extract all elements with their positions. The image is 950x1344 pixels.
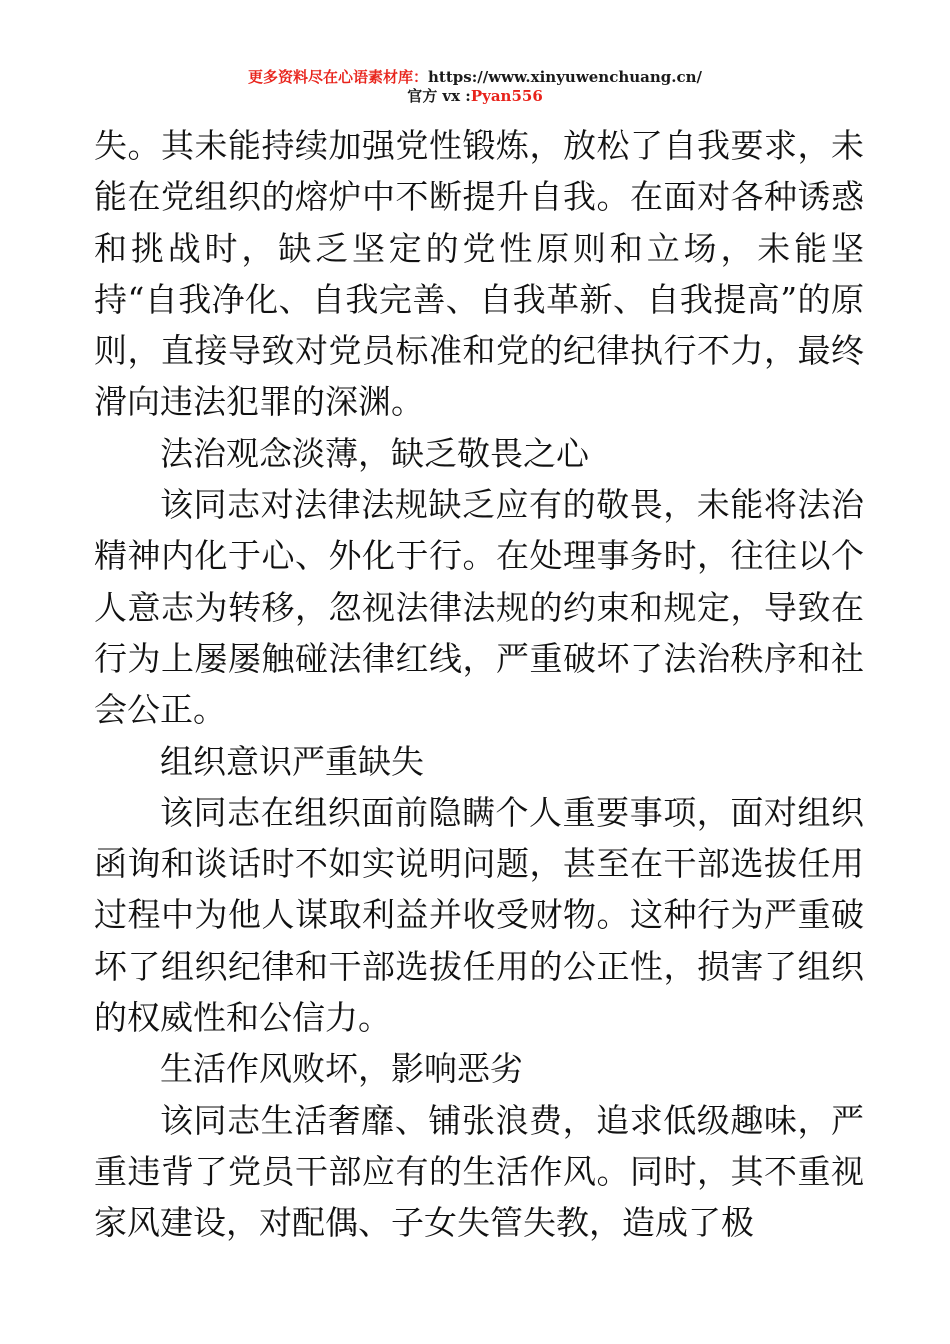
paragraph-rule-of-law: 该同志对法律法规缺乏应有的敬畏，未能将法治精神内化于心、外化于行。在处理事务时，往往以个人意志为转移，忽视法律法规的约束和规定，导致在行为上屡屡触碰法律红线，严重破坏了法治秩序和社会公正。 — [94, 485, 864, 730]
paragraph-continuation: 失。其未能持续加强党性锻炼，放松了自我要求，未能在党组织的熔炉中不断提升自我。在面对各种诱惑和挑战时，缺乏坚定的党性原则和立场，未能坚持“自我净化、自我完善、自我革新、自我提高”的原则，直接导致对党员标准和党的纪律执行不力，最终滑向违法犯罪的深渊。 — [94, 126, 864, 422]
header-line-1 — [0, 68, 950, 87]
header-promo-label: 更多资料尽在心语素材库： — [248, 68, 429, 86]
paragraph-organization: 该同志在组织面前隐瞒个人重要事项，面对组织函询和谈话时不如实说明问题，甚至在干部选拔任用过程中为他人谋取利益并收受财物。这种行为严重破坏了组织纪律和干部选拔任用的公正性，损害了组织的权威性和公信力。 — [94, 792, 864, 1038]
page-header — [0, 68, 950, 106]
document-body — [94, 120, 864, 1249]
section-heading-organization: 组织意识严重缺失 — [160, 741, 424, 781]
section-heading-lifestyle: 生活作风败坏，影响恶劣 — [160, 1049, 523, 1089]
header-wechat-id: Pyan556 — [470, 87, 543, 105]
paragraph-lifestyle: 该同志生活奢靡、铺张浪费，追求低级趣味，严重违背了党员干部应有的生活作风。同时，其不重视家风建设，对配偶、子女失管失教，造成了极 — [94, 1100, 864, 1243]
header-wechat-label: 官方 vx : — [407, 87, 471, 105]
section-heading-rule-of-law: 法治观念淡薄，缺乏敬畏之心 — [160, 433, 589, 473]
header-line-2 — [0, 87, 950, 106]
header-website-link[interactable]: https://www.xinyuwenchuang.cn/ — [428, 68, 702, 86]
